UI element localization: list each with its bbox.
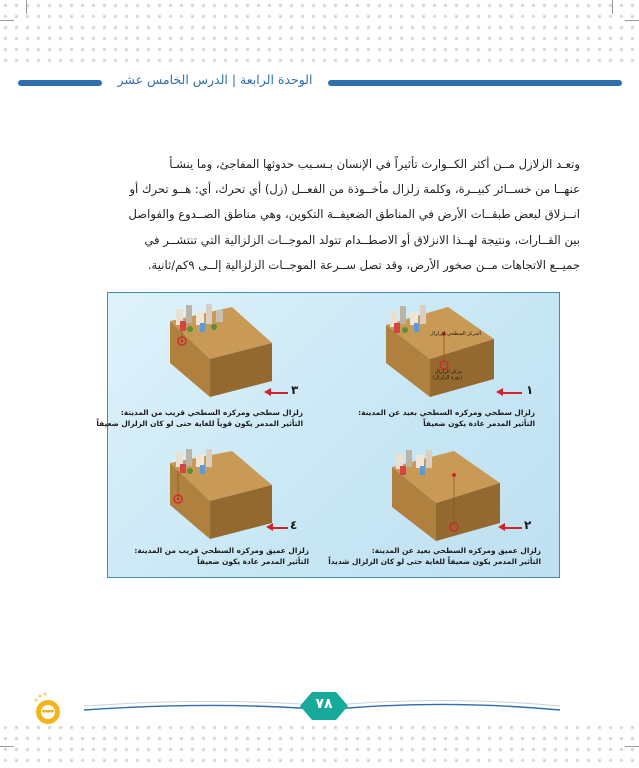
block-number-1: ١ [526,383,534,397]
caption-4-line-1: زلزال عميق ومركزه السطحي قريب من المدينة: [134,546,309,555]
earthquake-figure [96,292,560,578]
arrow-4 [272,527,288,529]
arrow-4-head [266,523,273,531]
caption-2-line-1: زلزال عميق ومركزه السطحي بعيد عن المدينة: [371,546,541,555]
crop-mark [625,20,639,21]
crop-mark [0,746,14,747]
block-number-2: ٢ [524,518,532,532]
lesson-paragraph [80,152,580,278]
page-number: ٧٨ [315,696,333,712]
block-number-4: ٤ [290,518,298,532]
paragraph-line: وتعـد الزلازل مــن أكثر الكــوارث تأثيراً في الإنسان بـسـبب حدوثها المفاجئ، وما ينشـأ [169,157,580,171]
lesson-header-title: الوحدة الرابعة | الدرس الخامس عشر [110,72,320,87]
arrow-2-head [498,523,505,531]
caption-3-line-2: التأثير المدمر يكون قوياً للغاية حتى لو كان الزلزال ضعيفاً [96,419,303,428]
caption-1-line-2: التأثير المدمر عادة يكون ضعيفاً [423,419,535,428]
block-number-3: ٣ [291,383,299,397]
epicenter-label: المركز السطحي للزلزال [430,331,481,337]
book-logo-icon [35,693,61,725]
crop-mark [612,0,613,14]
caption-2-line-2: التأثير المدمر يكون ضعيفاً للغاية حتى لو كان الزلزال شديداً [328,557,541,566]
earth-block-3 [156,301,286,401]
paragraph-line: بين القــارات، ونتيجة لهــذا الانزلاق أو الاصطــدام تتولد الموجــات الزلزالية التي تنتشــر في [144,232,580,247]
crop-mark [0,20,14,21]
caption-1-line-1: زلزال سطحي ومركزه السطحي بعيد عن المدينة: [358,408,535,417]
crop-mark [625,746,639,747]
paragraph-line: عنهــا من خســائر كبيــرة، وكلمة زلزال مأخــوذة من الفعــل (زل) أي تحرك، أي: هــو تحرك أو [129,182,580,197]
earth-block-2 [374,447,514,543]
header-rule-left [18,80,102,86]
arrow-2 [504,527,522,529]
header-rule-right [328,80,622,86]
caption-3-line-1: زلزال سطحي ومركزه السطحي قريب من المدينة: [120,408,303,417]
crop-mark [26,0,27,14]
paragraph-line: انــزلاق لبعض طبقــات الأرض في المناطق الضعيفــة التكوين، وهي مناطق الصــدوع والفواصل [128,207,580,222]
arrow-1 [502,392,522,394]
top-dot-pattern [0,0,639,62]
arrow-1-head [496,388,503,396]
caption-4-line-2: التأثير المدمر عادة يكون ضعيفاً [197,557,309,566]
focus-label: مركز الزلزال (بؤرة الزلزال) [432,369,462,381]
arrow-3-head [264,388,271,396]
arrow-3 [270,392,288,394]
earth-block-1 [368,301,508,401]
paragraph-line: جميــع الاتجاهات مــن صخور الأرض، وقد تصل ســرعة الموجــات الزلزالية إلــى ٩كم/ثانية. [147,257,580,272]
